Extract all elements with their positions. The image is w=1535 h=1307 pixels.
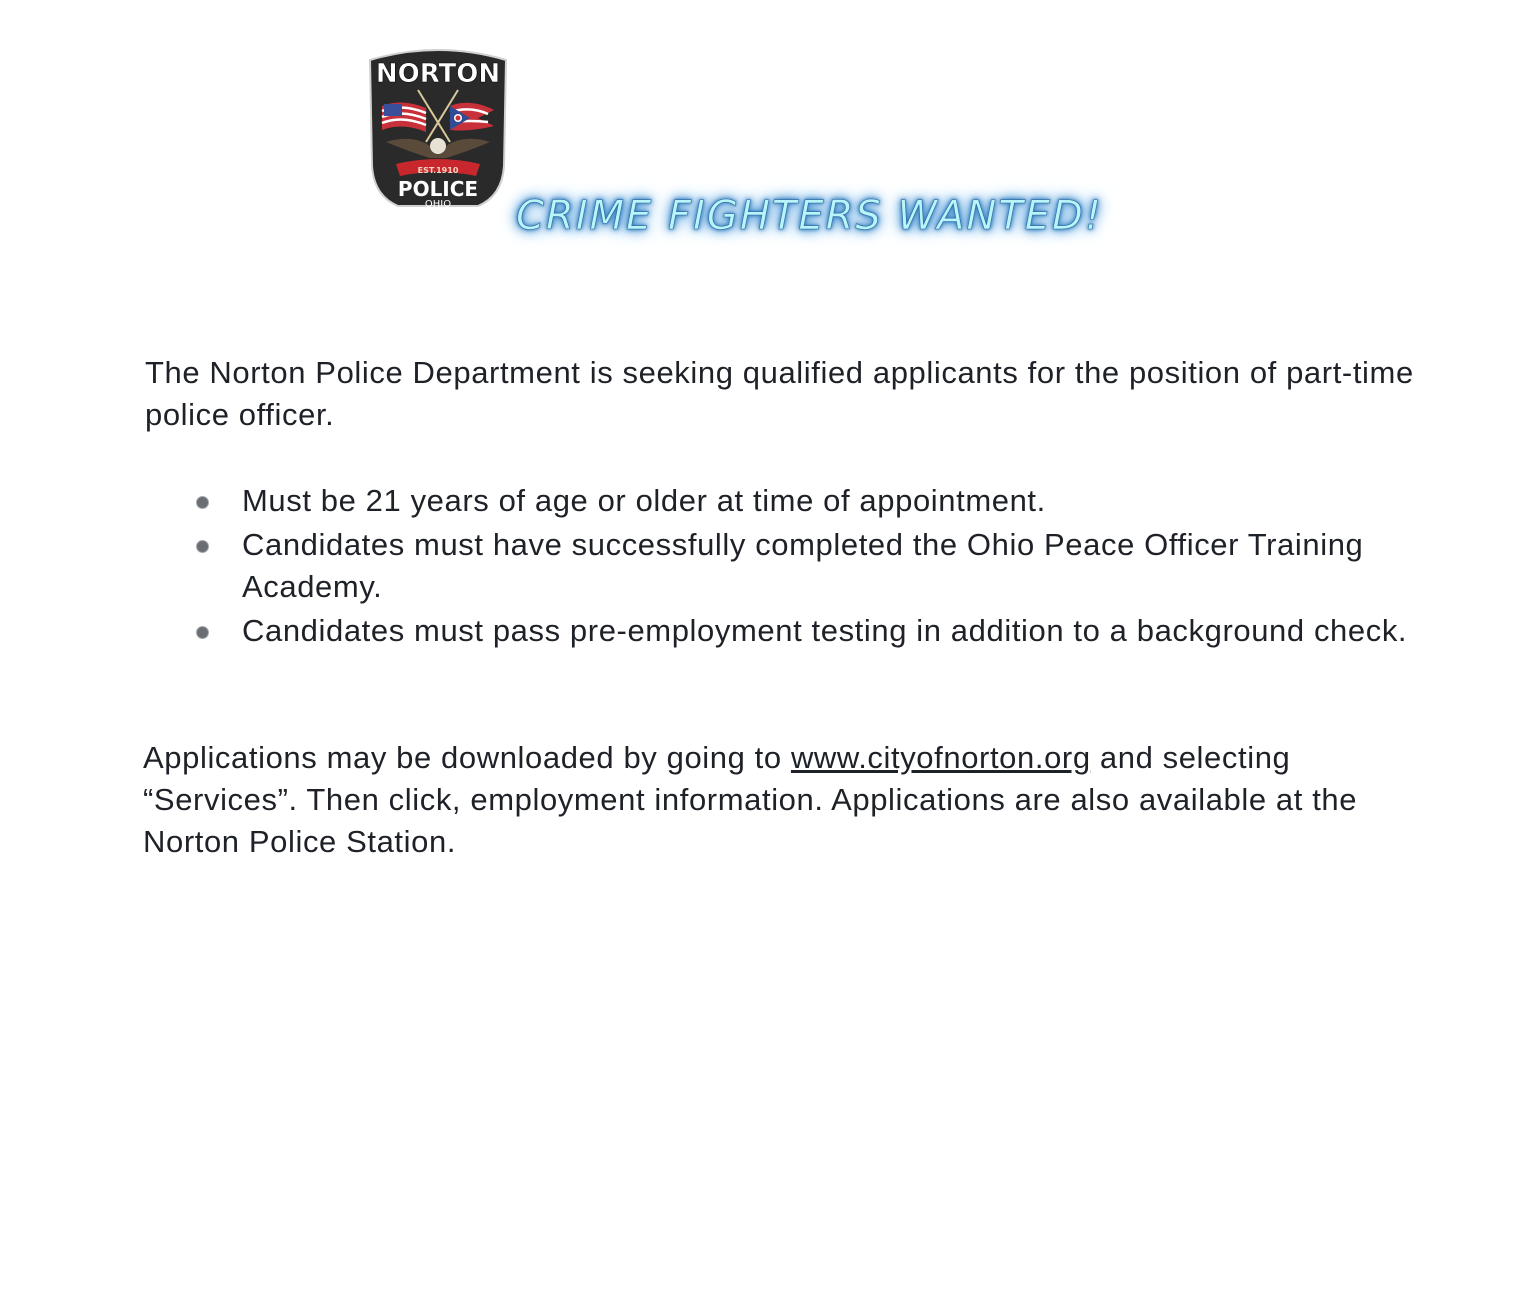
city-website-link[interactable]: www.cityofnorton.org	[790, 740, 1091, 775]
badge-established: EST.1910	[417, 166, 459, 175]
list-item: Must be 21 years of age or older at time of appointment.	[190, 480, 1450, 522]
bullet-icon	[196, 496, 209, 509]
list-item: Candidates must have successfully completed the Ohio Peace Officer Training Academy.	[190, 524, 1450, 608]
application-paragraph: Applications may be downloaded by going to www.cityofnorton.org and selecting “Services”. Then click, employment information. Applications are also available at the Norton Police Station.	[143, 740, 1358, 859]
list-item: Candidates must pass pre-employment testing in addition to a background check.	[190, 610, 1450, 652]
bullet-icon	[196, 540, 209, 553]
norton-police-badge-logo	[366, 46, 510, 214]
badge-top-text: NORTON	[375, 59, 501, 89]
badge-bottom-text: POLICE	[397, 177, 479, 201]
bullet-icon	[196, 626, 209, 639]
headline: CRIME FIGHTERS WANTED!	[516, 193, 1103, 239]
requirements-list	[190, 480, 1450, 654]
badge-state: OHIO	[424, 199, 452, 210]
intro-paragraph: The Norton Police Department is seeking qualified applicants for the position of part-time police officer.	[145, 355, 1414, 432]
